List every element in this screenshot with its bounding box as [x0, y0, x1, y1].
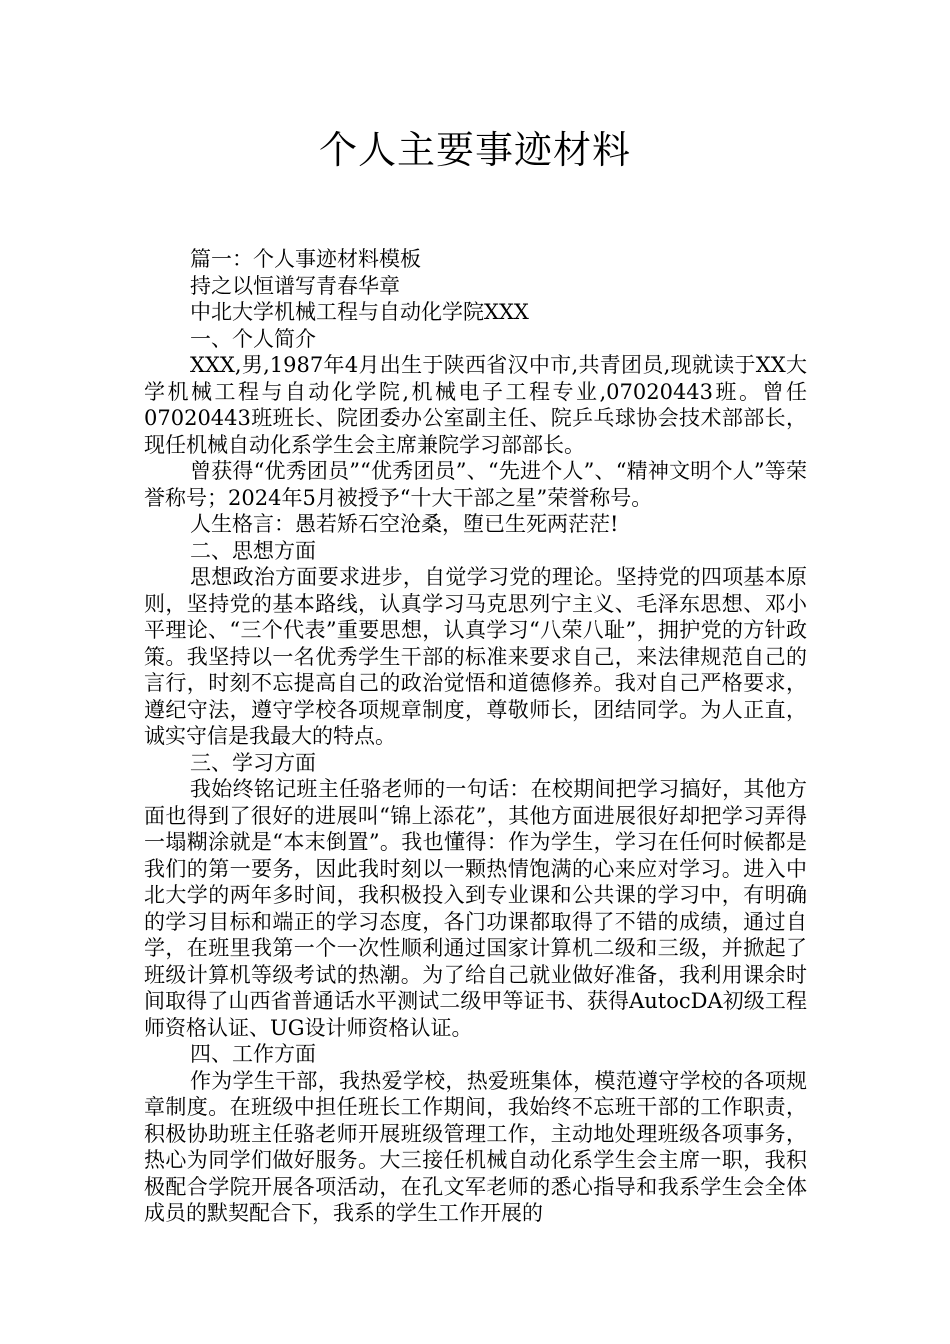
chapter-heading: 篇一：个人事迹材料模板: [190, 247, 421, 271]
section-heading-thought: 二、思想方面: [190, 538, 316, 563]
intro-paragraph-2: 曾获得“优秀团员”“优秀团员”、“先进个人”、“精神文明个人”等荣誉称号；2024年5月被授予“十大干部之星”荣誉称号。: [144, 459, 807, 510]
motto-line: 人生格言：愚若矫石空沧桑，堕已生死两茫茫!: [190, 512, 619, 536]
section-heading-study: 三、学习方面: [190, 750, 316, 775]
section-heading-intro: 一、个人简介: [190, 326, 316, 351]
study-paragraph: 我始终铭记班主任骆老师的一句话：在校期间把学习搞好，其他方面也得到了很好的进展叫“锦上添花”，其他方面进展很好却把学习弄得一塌糊涂就是“本末倒置”。我也懂得：作为学生，学习在任何时候都是我们的第一要务，因此我时刻以一颗热情饱满的心来应对学习。进入中北大学的两年多时间，我积极投入到专业课和公共课的学习中，有明确的学习目标和端正的学习态度，各门功课都取得了不错的成绩，通过自学，在班里我第一个一次性顺利通过国家计算机二级和三级，并掀起了班级计算机等级考试的热潮。为了给自己就业做好准备，我利用课余时间取得了山西省普通话水平测试二级甲等证书、获得AutocDA初级工程师资格认证、UG设计师资格认证。: [144, 777, 807, 1040]
document-title: 个人主要事迹材料: [318, 128, 631, 172]
document-body: [144, 246, 807, 1227]
work-paragraph: 作为学生干部，我热爱学校，热爱班集体，模范遵守学校的各项规章制度。在班级中担任班长工作期间，我始终不忘班干部的工作职责，积极协助班主任骆老师开展班级管理工作，主动地处理班级各项事务，热心为同学们做好服务。大三接任机械自动化系学生会主席一职，我积极配合学院开展各项活动，在孔文军老师的悉心指导和我系学生会全体成员的默契配合下，我系的学生工作开展的: [144, 1068, 807, 1225]
thought-paragraph: 思想政治方面要求进步，自觉学习党的理论。坚持党的四项基本原则，坚持党的基本路线，认真学习马克思列宁主义、毛泽东思想、邓小平理论、“三个代表”重要思想，认真学习“八荣八耻”，拥护党的方针政策。我坚持以一名优秀学生干部的标准来要求自己，来法律规范自己的言行，时刻不忘提高自己的政治觉悟和道德修养。我对自己严格要求，遵纪守法，遵守学校各项规章制度，尊敬师长，团结同学。为人正直，诚实守信是我最大的特点。: [144, 565, 807, 748]
section-heading-work: 四、工作方面: [190, 1042, 316, 1066]
intro-paragraph-1: XXX,男,1987年4月出生于陕西省汉中市,共青团员,现就读于XX大学机械工程与自动化学院,机械电子工程专业,07020443班。曾任07020443班班长、院团委办公室副主任、院乒乓球协会技术部部长，现任机械自动化系学生会主席兼院学习部部长。: [144, 353, 807, 457]
author-line: 中北大学机械工程与自动化学院XXX: [190, 300, 529, 324]
article-title: 持之以恒谱写青春华章: [190, 273, 400, 298]
